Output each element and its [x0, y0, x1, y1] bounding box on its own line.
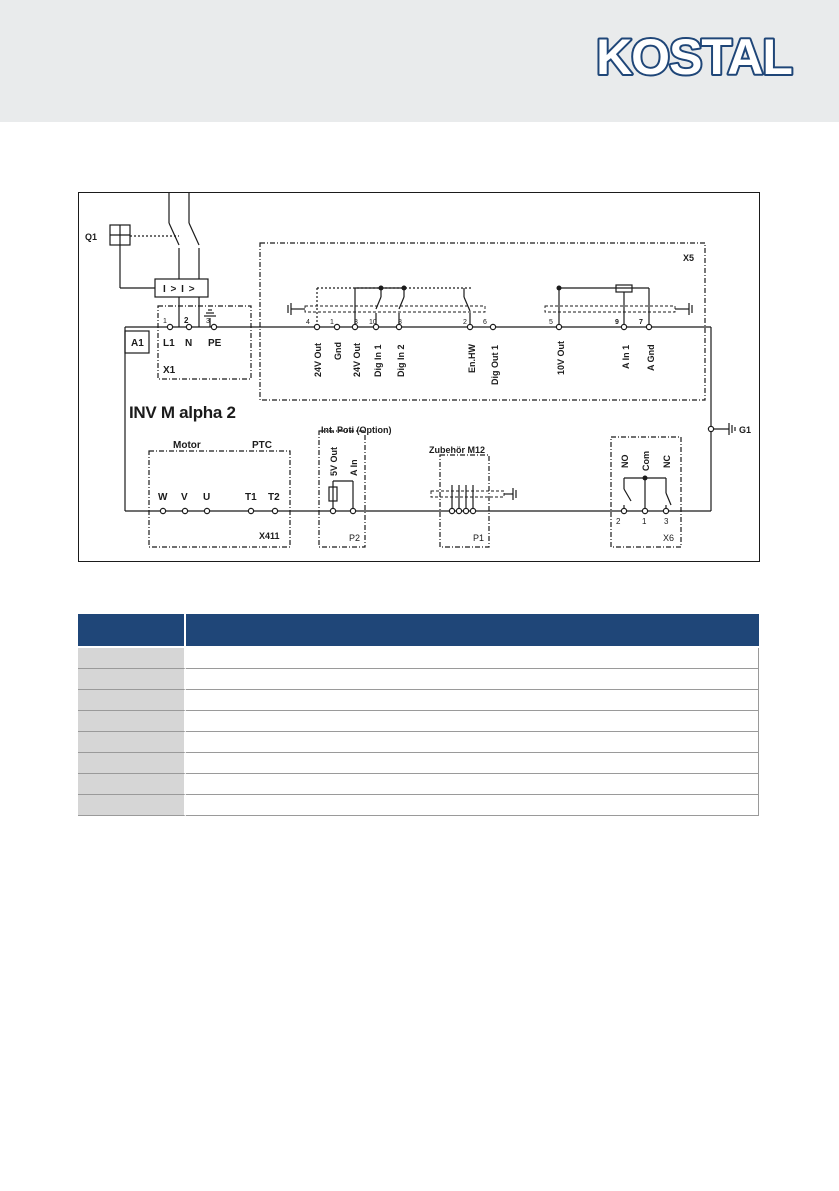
- table-row: [78, 774, 759, 795]
- table-header-cell-1: [78, 614, 186, 648]
- motor-terminal-v: V: [181, 492, 188, 503]
- x5-num-1: 1: [330, 319, 334, 326]
- x5-label-10v-out: 10V Out: [556, 340, 566, 375]
- label-a1: A1: [131, 338, 144, 349]
- poti-label-5v-out: 5V Out: [329, 446, 339, 476]
- x5-num-5: 5: [549, 319, 553, 326]
- table-header-row: [78, 614, 759, 648]
- x5-num-2: 2: [463, 319, 467, 326]
- table-cell-key: [78, 690, 186, 711]
- x6-num-3: 3: [664, 517, 669, 526]
- x5-num-7: 7: [639, 319, 643, 326]
- x5-num-6: 6: [483, 319, 487, 326]
- table-cell-value: [186, 774, 759, 795]
- table-cell-value: [186, 648, 759, 669]
- table-row: [78, 690, 759, 711]
- x5-label-a-gnd: A Gnd: [646, 344, 656, 371]
- x5-num-9: 9: [615, 319, 619, 326]
- x6-label-com: Com: [641, 451, 651, 471]
- x5-num-3: 3: [354, 319, 358, 326]
- x6-num-1: 1: [642, 517, 647, 526]
- table-cell-key: [78, 732, 186, 753]
- device-title: INV M alpha 2: [129, 403, 236, 422]
- table-cell-key: [78, 774, 186, 795]
- label-p2: P2: [349, 533, 361, 543]
- table-cell-value: [186, 753, 759, 774]
- x5-label-dig-in-1: Dig In 1: [373, 344, 383, 377]
- table-row: [78, 648, 759, 669]
- x5-num-10: 10: [369, 319, 377, 326]
- label-poti: Int. Poti (Option): [321, 425, 392, 435]
- x5-label-a-in-1: A In 1: [621, 344, 631, 369]
- x5-label-dig-out-1: Dig Out 1: [490, 345, 500, 385]
- table-cell-value: [186, 669, 759, 690]
- x1-label-n: N: [185, 338, 193, 349]
- label-x6: X6: [663, 533, 675, 543]
- label-x1: X1: [163, 365, 176, 376]
- table-cell-key: [78, 648, 186, 669]
- label-ptc: PTC: [252, 440, 272, 451]
- ptc-terminal-t2: T2: [268, 492, 280, 503]
- x1-label-l1: L1: [163, 338, 175, 349]
- x6-label-no: NO: [620, 454, 630, 468]
- label-q1: Q1: [85, 232, 98, 242]
- x1-num-1: 1: [163, 318, 167, 325]
- kostal-logo: [588, 30, 800, 80]
- table-cell-value: [186, 711, 759, 732]
- table-row: [78, 711, 759, 732]
- x1-num-3: 3: [206, 318, 210, 325]
- poti-label-a-in: A In: [349, 459, 359, 476]
- wiring-diagram: [78, 192, 760, 562]
- motor-terminal-w: W: [158, 492, 168, 503]
- x6-num-2: 2: [616, 517, 621, 526]
- table-cell-value: [186, 690, 759, 711]
- label-p1: P1: [473, 533, 485, 543]
- x1-label-pe: PE: [208, 338, 222, 349]
- table-cell-value: [186, 732, 759, 753]
- table-cell-key: [78, 669, 186, 690]
- terminal-table-grid: [78, 614, 759, 816]
- label-breaker: I > I >: [163, 284, 196, 295]
- table-header-cell-2: [186, 614, 759, 648]
- table-cell-key: [78, 753, 186, 774]
- label-zubehoer: Zubehör M12: [429, 445, 486, 455]
- terminal-table: [78, 614, 759, 816]
- table-row: [78, 732, 759, 753]
- table-cell-key: [78, 795, 186, 816]
- label-g1: G1: [739, 425, 752, 435]
- motor-terminal-u: U: [203, 492, 211, 503]
- x6-label-nc: NC: [662, 455, 672, 468]
- x5-label-en-hw: En.HW: [467, 344, 477, 373]
- x5-label-24v-out-a: 24V Out: [313, 342, 323, 377]
- x5-label-dig-in-2: Dig In 2: [396, 344, 406, 377]
- label-x411: X411: [259, 531, 280, 541]
- table-row: [78, 669, 759, 690]
- table-cell-value: [186, 795, 759, 816]
- table-row: [78, 753, 759, 774]
- ptc-terminal-t1: T1: [245, 492, 257, 503]
- kostal-logo-graphic: [588, 30, 800, 80]
- logo-text: KOSTAL: [596, 30, 792, 80]
- x5-label-24v-out-b: 24V Out: [352, 342, 362, 377]
- x5-num-4: 4: [306, 319, 310, 326]
- label-motor: Motor: [173, 440, 201, 451]
- x1-num-2: 2: [184, 316, 189, 325]
- x5-num-8: 8: [398, 319, 402, 326]
- label-x5: X5: [683, 253, 695, 263]
- wiring-diagram-svg: [79, 193, 758, 560]
- table-row: [78, 795, 759, 816]
- x5-label-gnd: Gnd: [333, 342, 343, 360]
- table-cell-key: [78, 711, 186, 732]
